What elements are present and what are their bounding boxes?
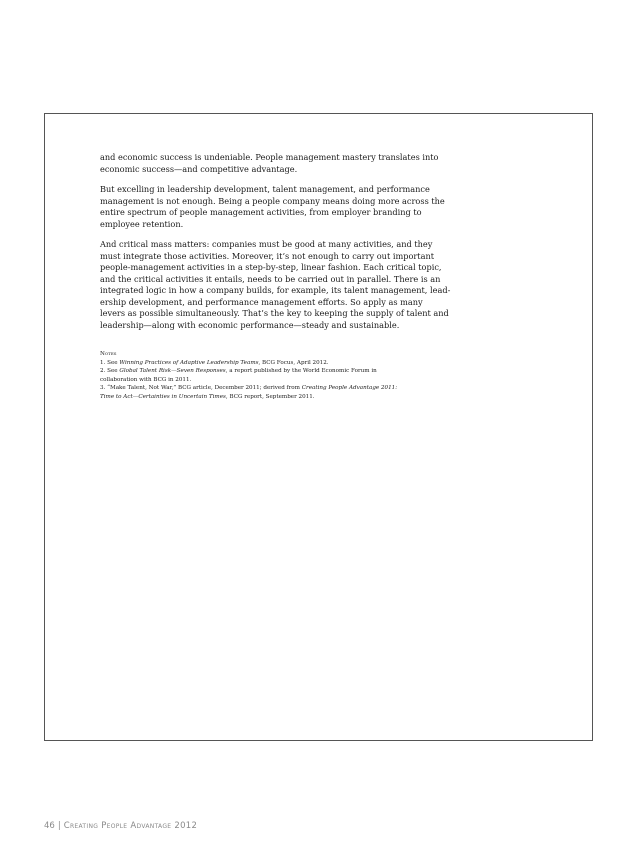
paragraph-line: and economic success is undeniable. People management mastery translates into — [100, 152, 439, 162]
note-italic-title: Winning Practices of Adaptive Leadership Teams — [119, 359, 259, 366]
note-italic-title: Time to Act—Certainties in Uncertain Times — [100, 393, 226, 400]
paragraph-line: But excelling in leadership development, talent management, and performance — [100, 184, 430, 194]
paragraph-line: employee retention. — [100, 218, 184, 229]
paragraph-line: economic success—and competitive advantage. — [100, 163, 298, 174]
note-3 — [100, 384, 480, 393]
paragraph-3 — [100, 239, 480, 331]
paragraph-2 — [100, 184, 480, 230]
paragraph-line: must integrate those activities. Moreover, it’s not enough to carry out important — [100, 250, 435, 261]
notes-heading: Notes — [100, 351, 117, 357]
note-italic-title: Creating People Advantage 2011: — [301, 385, 398, 392]
note-1 — [100, 359, 480, 368]
note-3-continuation — [100, 393, 480, 402]
note-text: , a report published by the World Economic Forum in — [225, 368, 377, 375]
paragraph-line: integrated logic in how a company builds, for example, its talent management, lead- — [100, 285, 451, 295]
paragraph-line: leadership—along with economic performance—steady and sustainable. — [100, 319, 400, 330]
paragraph-line: people-management activities in a step-by-step, linear fashion. Each critical topic, — [100, 262, 442, 272]
note-italic-title: Global Talent Risk—Seven Responses — [119, 368, 226, 375]
paragraph-line: management is not enough. Being a people company means doing more across the — [100, 195, 445, 206]
notes-section — [100, 350, 480, 402]
note-text: 2. See — [100, 368, 120, 375]
page-number: 46 — [44, 821, 55, 831]
body-content — [100, 152, 480, 402]
content-frame — [44, 113, 593, 741]
note-text: 3. “Make Talent, Not War,” BCG article, December 2011; derived from — [100, 385, 302, 392]
page-footer — [44, 821, 197, 831]
paragraph-line: entire spectrum of people management activities, from employer branding to — [100, 207, 422, 217]
paragraph-1 — [100, 152, 480, 175]
paragraph-line: and the critical activities it entails, needs to be carried out in parallel. There is an — [100, 273, 441, 284]
paragraph-line: ership development, and performance management efforts. So apply as many — [100, 296, 423, 307]
paragraph-line: levers as possible simultaneously. That’s the key to keeping the supply of talent and — [100, 308, 449, 318]
note-text: , BCG report, September 2011. — [225, 393, 315, 400]
paragraph-line: And critical mass matters: companies must be good at many activities, and they — [100, 239, 433, 249]
publication-title: Creating People Advantage 2012 — [63, 821, 198, 831]
note-text: 1. See — [100, 359, 120, 366]
footer-separator: | — [57, 821, 61, 831]
note-2-continuation: collaboration with BCG in 2011. — [100, 376, 192, 383]
note-text: , BCG Focus, April 2012. — [258, 359, 329, 366]
note-2 — [100, 367, 480, 376]
